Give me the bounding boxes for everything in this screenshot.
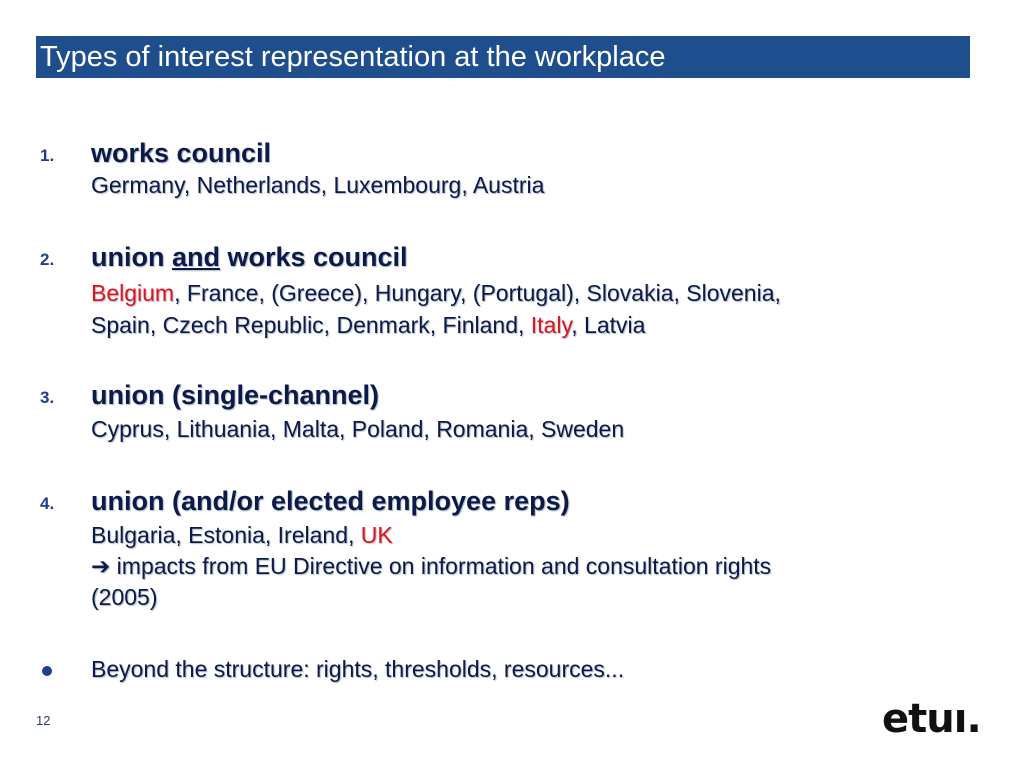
heading-part: works council (220, 242, 408, 272)
note-text: impacts from EU Directive on information and consultation rights (110, 553, 772, 579)
item-number: 4. (40, 494, 55, 513)
item-countries: Cyprus, Lithuania, Malta, Poland, Romania, Sweden (91, 416, 625, 442)
item-note-continued: (2005) (91, 584, 158, 610)
item-heading: union (single-channel) (91, 380, 379, 410)
countries-text: Spain, Czech Republic, Denmark, Finland, (91, 312, 531, 338)
item-countries-line-1 (91, 278, 781, 308)
item-note (91, 551, 771, 581)
highlighted-country: Belgium (91, 280, 175, 306)
arrow-right-icon: ➔ (91, 553, 111, 579)
heading-underlined-word: and (171, 242, 220, 272)
highlighted-country: UK (360, 522, 393, 548)
bullet-icon (42, 666, 52, 676)
item-countries (91, 520, 393, 550)
countries-text: , Latvia (571, 312, 646, 338)
item-countries-line-2 (91, 310, 645, 340)
etui-logo: etuı. (882, 696, 981, 742)
slide-title-bar (36, 36, 970, 78)
slide-title: Types of interest representation at the workplace (40, 41, 666, 73)
item-heading: union (and/or elected employee reps) (91, 486, 570, 516)
countries-text: , France, (Greece), Hungary, (Portugal), Slovakia, Slovenia, (174, 280, 781, 306)
item-heading (91, 240, 408, 274)
countries-text: Bulgaria, Estonia, Ireland, (91, 522, 361, 548)
item-heading: works council (91, 138, 272, 168)
item-countries: Germany, Netherlands, Luxembourg, Austria (91, 172, 545, 198)
item-number: 3. (40, 388, 55, 407)
item-number: 2. (40, 250, 55, 269)
page-number: 12 (36, 713, 51, 728)
heading-part: union (91, 242, 172, 272)
bullet-text: Beyond the structure: rights, thresholds, resources... (91, 656, 625, 682)
item-number: 1. (40, 146, 55, 165)
highlighted-country: Italy (530, 312, 572, 338)
